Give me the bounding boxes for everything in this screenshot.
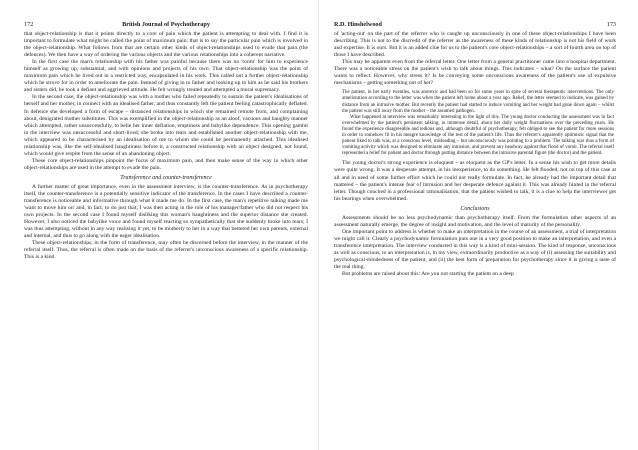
body-paragraph: But problems are raised about this: Are you not starting the patient on a deep [342, 271, 514, 278]
section-heading: Transference and counter-transference [120, 174, 212, 181]
body-paragraph: A further matter of great importance, even in the assessment interview, is the counter-transference. As in psychotherapy itself, the counter-transference is a potentially sensitive indicator of the transference. In the cases I have described a counter-transference is noticeable and informative through what it made me do. In the first case, the man's repetitive talking made me 'want to move him on' and, in fact, to do just that; I was then acting in the role of his manager/father who did not respect his own projects. In the second case I found myself disliking this woman's haughtiness and the superior distance she created. However, I also noticed the babylike voice and found myself reacting so sympathetically that she suddenly broke into tears; I was thus attempting, without in any way realising it yet, to be motherly to her in a way that bettered her own parents, external and internal, and thus to go along with the eager idealisation. [24, 183, 308, 240]
body-paragraph: In the first case the man's relationship with his father was painful because there was no 'room' for him to experience himself as growing up, substantial, and with opinions and projects of his own. That object-relationship was the point of maximum pain which he lived out in a restricted way, encapsulated in his work. This called out a further object-relationship which he strove for in order to ameliorate the pain. Instead of giving in to father and looking up to him as he said his brothers and sisters did, he took a defiant and aggrieved attitude. He felt wrongly treated and attempted a moral supremacy. [24, 59, 308, 94]
right-page [322, 0, 638, 450]
body-paragraph: These core object-relationships pinpoint the focus of maximum pain, and then make sense of the way in which other object-relationships are used in the attempt to evade the pain. [24, 157, 308, 171]
left-page-number: 172 [24, 21, 34, 28]
section-heading: Conclusions [460, 205, 490, 212]
left-page [0, 0, 316, 450]
body-paragraph: Assessments should be no less psychodynamic than psychotherapy itself. From the formulation other aspects of an assessment naturally emerge, the degree of insight and motivation, and the level of maturity of the personality. [334, 214, 616, 228]
right-running-head: R.D. Hinshelwood [334, 21, 382, 28]
book-gutter [318, 0, 319, 450]
block-quote [342, 90, 614, 157]
body-paragraph: This may be apparent even from the referral letter. One letter from a general practitioner came into a hospital department. There was a noticeable stress on the patient's wish to talk about things. This indicates – what? On the surface the patient wants to reflect. However, why stress it? Is he conveying some unconscious awareness of the patient's use of expulsive mechanisms – getting something out of her? [334, 59, 616, 87]
body-paragraph: of 'acting-out' on the part of the referrer who is caught up unconsciously in one of these object-relationships I have been describing. This is not to the discredit of the referrer as the awareness of these kinds of relationship is not his field of work and expertise. It is ours. But it is an added clue for us to the patient's core object-relationships – a sort of fourth area on top of those I have described. [334, 31, 616, 59]
body-paragraph: These object-relationships, in the form of transference, may often be discerned before the interview, in the manner of the referral itself. Thus, the referral is often made on the basis of the referrer's unconscious awareness of a specific relationship. This is a kind [24, 240, 308, 261]
body-paragraph: The young doctor's strong experience is eloquent – as eloquent as the GP's letter. In a sense his wish to get more details were quite wrong. It was a desperate attempt, in his inexperience, to do something. He felt flooded, not on top of this case at all and in need of some further effort which he could not really formulate. In fact, he already had the important detail that mattered – the patient's intense fear of intrusion and her desperate defence against it. This was already hinted in the referral letter. Though couched in a professional rationalisation, that the patient wished to talk, it is a clue to help the interviewer get his bearings when overwhelmed. [334, 160, 616, 202]
body-paragraph: In the second case, the object-relationship was with a mother who failed repeatedly to sustain the patient's idealisations of herself and her mother, in connect with an idealised father, and thus constantly left the patient feeling catastrophically deflated. In defence she developed a form of escape – distanced relationships in which she remained remote from, and complaining about, denigrated mother substitutes. This was exemplified in the object-relationship as an aloof, vacuous and haughty manner which attempted, rather unsuccessfully, to belie her inner deflation, emptiness and babylike dependence. This opening gambit in the interview was unsuccessful and short-lived; she broke into tears and established another object-relationship with me, which appeared to be characterised by an idealisation of me to whom she could be permanently attached. This idealised relationship was, like the self-idealised haughtiness before it, a constructed relationship with an object designed, not found, which would give respite from the sense of an abandoning object. [24, 94, 308, 157]
left-page-body [24, 31, 308, 262]
left-running-head: British Journal of Psychotherapy [122, 21, 210, 28]
quote-paragraph: What happened at interview was remarkably interesting in the light of this. The young doctor conducting the assessment was in fact overwhelmed by the patient's persistent talking, in immense detail, about her daily weight fluctuations over the preceding years. He found the experience disagreeable and tedious and, although doubtful of psychotherapy, felt obliged to see the patient for more sessions in order to somehow fit in his meagre knowledge of the rest of the patient's life. Thus the referrer's apparently optimistic signal that the patient liked to talk was, at a conscious level, misleading – but unconsciously was pointing to a problem. The talking was thus a form of vomiting activity which was designed to eliminate any intrusion, and prevent any headway against that flood of vomit. The referral itself represented a relief for patient and doctor through putting distance between the intrusive parental figure (the doctor) and the patient. [342, 114, 614, 157]
quote-paragraph: The patient, in her early twenties, was anorexic and had been so for some years in spite of several therapeutic interventions. The only amelioration according to the letter was when the patient left home about a year ago. Relief, the letter seemed to indicate, was gained by distance from an intrusive mother. But recently the patient had started to induce vomiting and her weight had gone down again – whilst the patient was still away from the mother – the assumed pathogen. [342, 90, 614, 114]
right-page-body [334, 31, 616, 278]
body-paragraph: One important point to address is whether to make an interpretation in the course of an assessment, a trial of interpretation we might call it. Clearly a psychodynamic formulation puts one in a very good position to make an interpretation, and even a transference interpretation. The interview conducted in this way is a kind of mini-session. The kind of response, unconscious as well as conscious, to an interpretation is, in my view, extraordinarily productive as a way of (i) assessing the suitability and psychological-mindedness of the patient, and (ii) the best form of preparation for psychotherapy since it is giving a taste of the real thing. [334, 228, 616, 271]
body-paragraph: that object-relationship is that it points directly to a core of pain which the patient is attempting to deal with. I find it is important to formulate what might be called the point of maximum pain; that is to say the particular pain which is involved in the object-relationship. What follows from that are certain other kinds of object-relationships used to evade that pain (the defences). We then have a way of ordering the various objects and the various relationships into a coherent narrative. [24, 31, 308, 59]
right-page-number: 173 [606, 21, 616, 28]
